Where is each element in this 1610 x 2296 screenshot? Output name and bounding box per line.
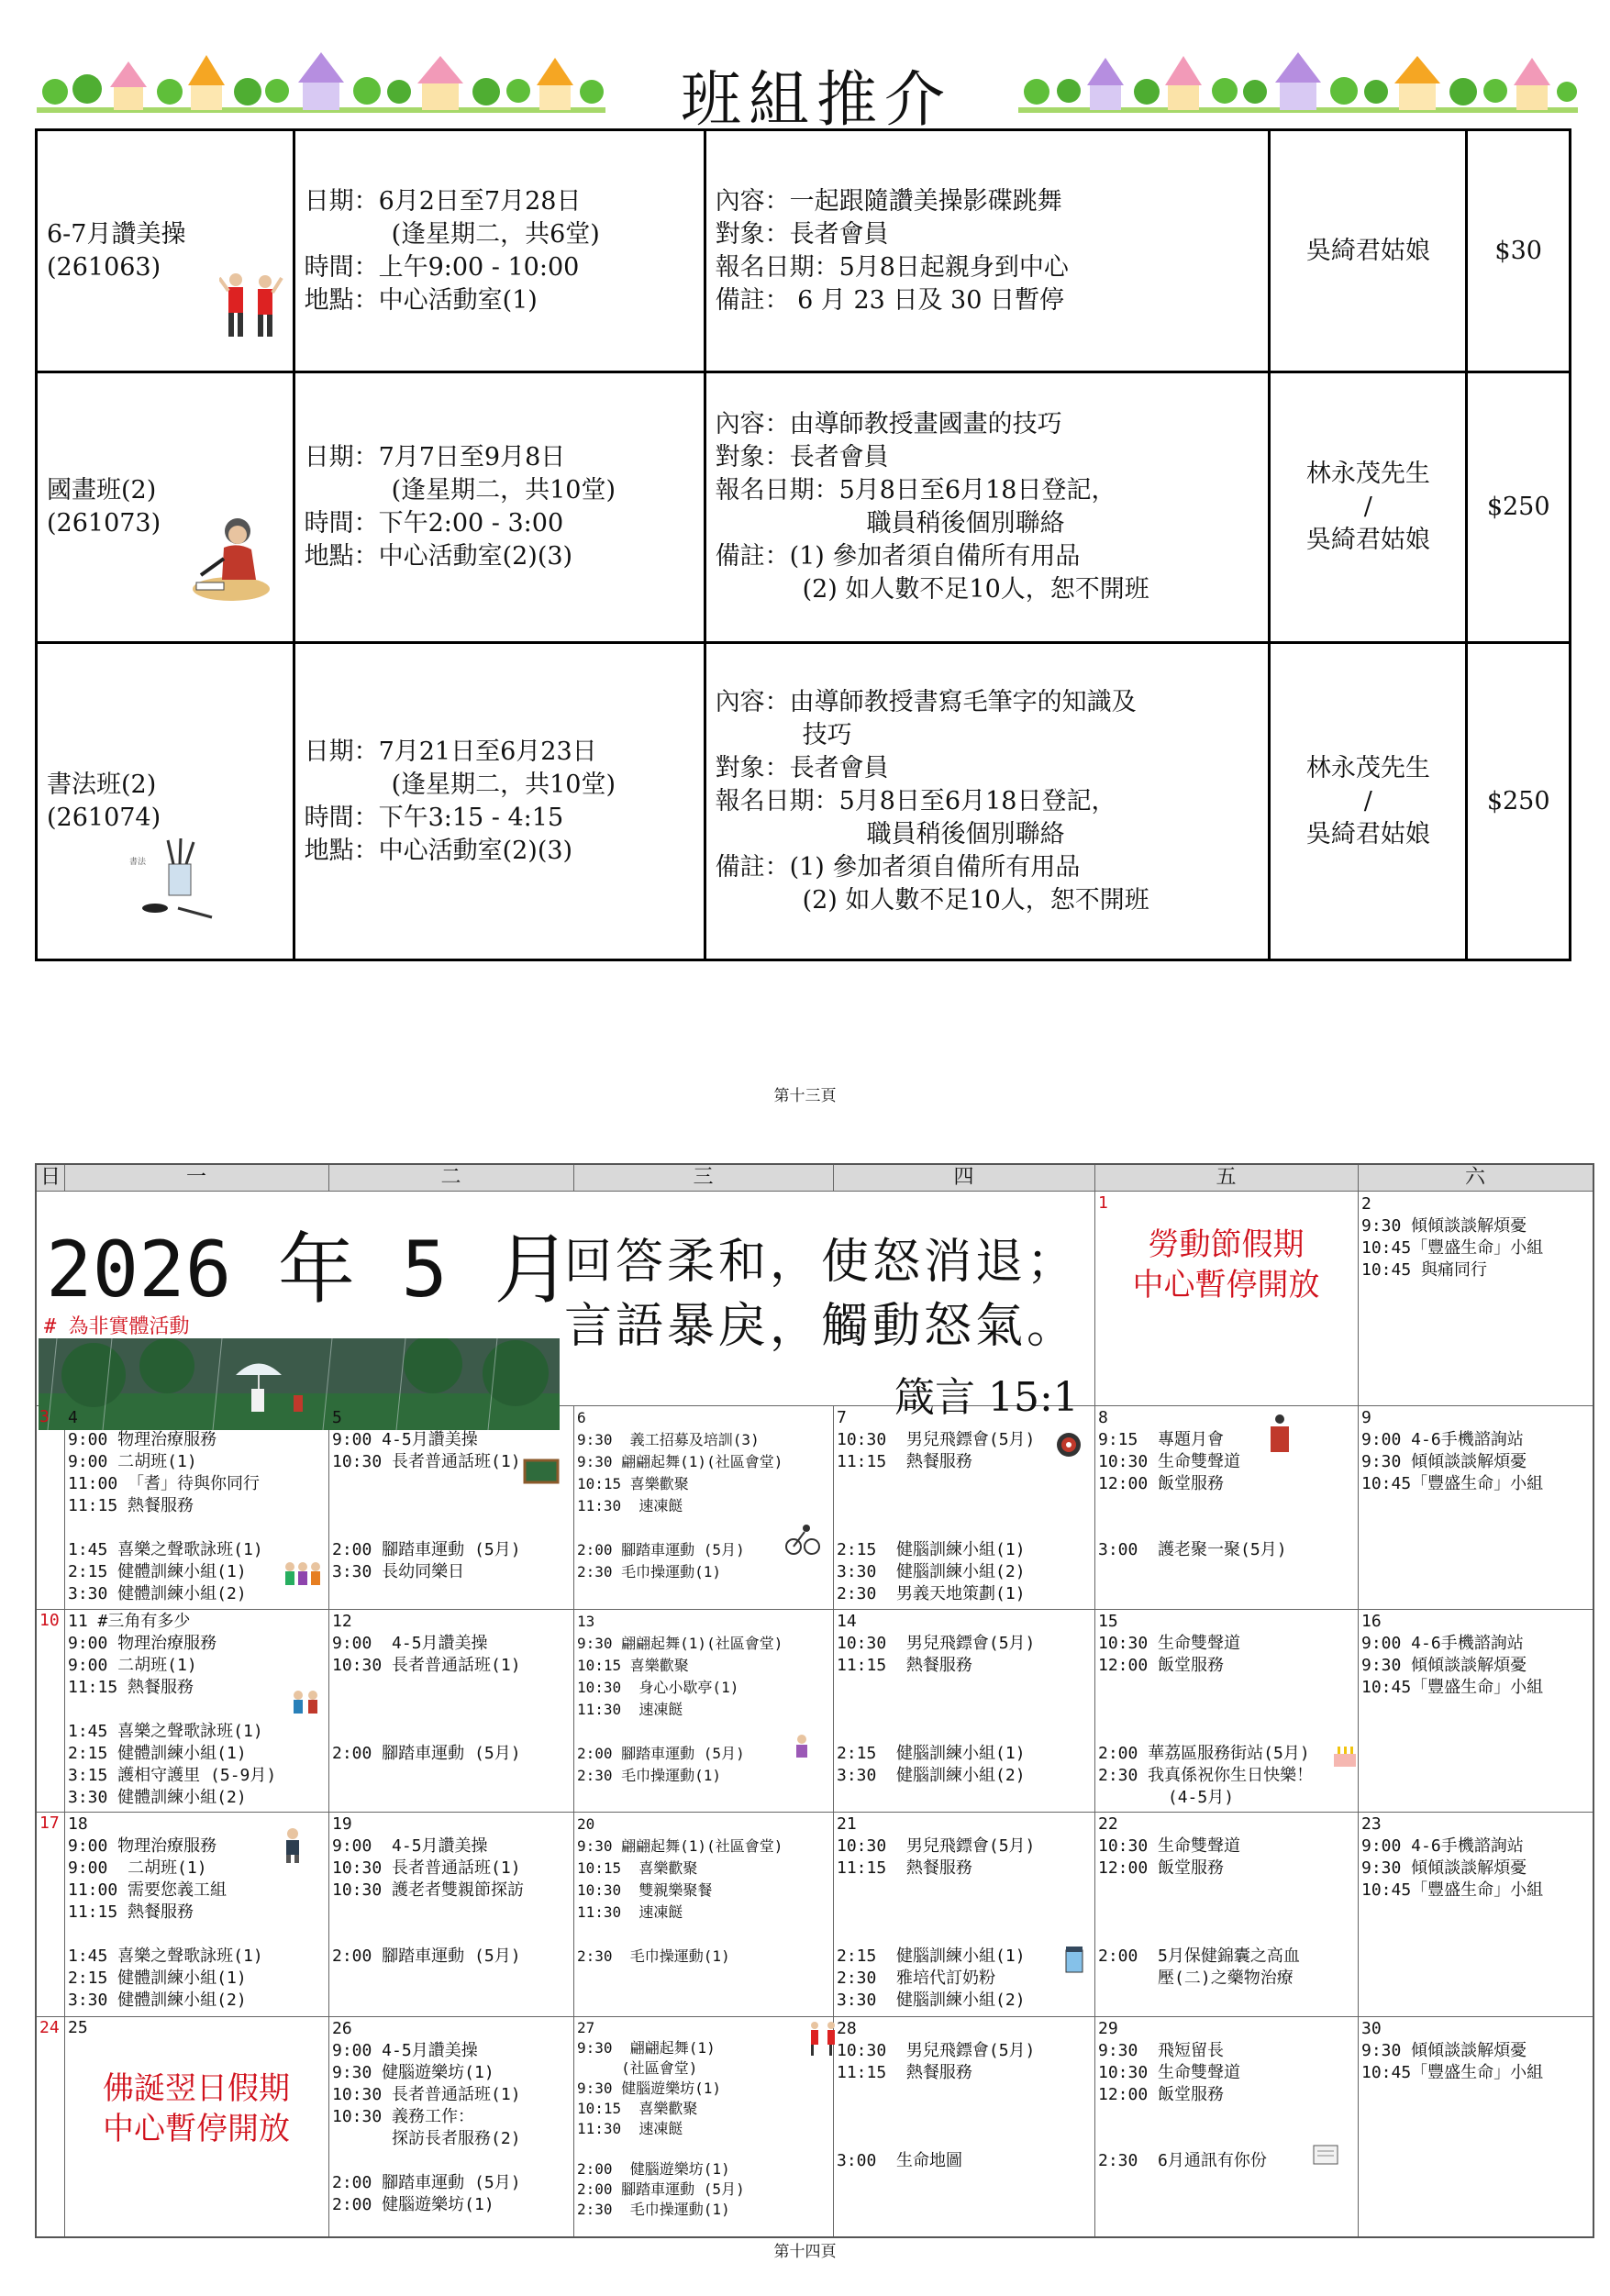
day-23: 23 9:00 4-6手機諮詢站 9:30 傾傾談談解煩憂 10:45「豐盛生命」小組: [1361, 1814, 1544, 1900]
weekday-sat: 六: [1464, 1166, 1485, 1189]
day-29: 29 9:30 飛短留長 10:30 生命雙聲道 12:00 飯堂服務 2:30 6月通訊有你份: [1098, 2019, 1267, 2170]
day-14: 14 10:30 男兒飛鏢會(5月) 11:15 熱餐服務 2:15 健腦訓練小組(1) 3:30 健腦訓練小組(2): [837, 1612, 1036, 1785]
tutor-separator: /: [1363, 493, 1372, 521]
class-remark: 備註： 6 月 23 日及 30 日暫停: [715, 285, 1064, 315]
day-15: 15 10:30 生命雙聲道 12:00 飯堂服務 2:00 華荔區服務街站(5月) 2:30 我真係祝你生日快樂！ (4-5月): [1098, 1612, 1314, 1807]
class-detail-cell: [705, 372, 1270, 643]
birthday-cake-icon: [1330, 1741, 1360, 1769]
class-tutor-2: 吳綺君姑娘: [1305, 819, 1430, 849]
class-date-note: (逢星期二，共10堂): [391, 476, 616, 505]
labour-day-holiday: [1094, 1225, 1358, 1305]
day-27: 27 9:30 翩翩起舞(1) (社區會堂) 9:30 健腦遊樂坊(1) 10:15 喜樂歡聚 11:30 速凍餸 2:00 健腦遊樂坊(1) 2:00 腳踏車運動 (5月) 2:30 毛巾操運動(1): [577, 2019, 745, 2218]
class-detail-cell: [705, 130, 1270, 372]
class-tutor: 林永茂先生: [1305, 753, 1430, 782]
dancing-elders-icon: [805, 2020, 842, 2057]
class-content: 內容：由導師教授畫國畫的技巧: [715, 410, 1062, 438]
verse-line-1: 回答柔和，使怒消退；: [564, 1235, 1079, 1290]
decorative-banner-right: [1018, 50, 1578, 124]
class-content-2: 技巧: [802, 720, 852, 749]
day-5: 5 9:00 4-5月讚美操 10:30 長者普通話班(1) 2:00 腳踏車運動 (5月) 3:30 長幼同樂日: [332, 1408, 521, 1581]
class-registration: 報名日期：5月8日至6月18日登記，: [715, 786, 1116, 815]
class-tutor: 吳綺君姑娘: [1305, 236, 1430, 265]
class-registration: 報名日期：5月8日至6月18日登記，: [715, 476, 1116, 505]
class-tutor-cell: [1270, 372, 1467, 643]
class-fee: $250: [1467, 372, 1571, 643]
class-tutor-2: 吳綺君姑娘: [1305, 526, 1430, 554]
class-date-note: (逢星期二，共6堂): [391, 219, 600, 249]
class-tutor: 林永茂先生: [1305, 460, 1430, 488]
dartboard-icon: [1055, 1431, 1083, 1459]
class-schedule-cell: [294, 643, 705, 960]
day-10: 10: [39, 1611, 60, 1630]
class-place: 地點：中心活動室(2)(3): [304, 836, 573, 865]
class-registration: 報名日期：5月8日起親身到中心: [715, 252, 1069, 282]
day-9: 9 9:00 4-6手機諮詢站 9:30 傾傾談談解煩憂 10:45「豐盛生命」小組: [1361, 1408, 1544, 1493]
towel-exercise-icon: [789, 1734, 815, 1759]
page-number-13: 第十三頁: [773, 1087, 837, 1105]
decorative-banner-left: [37, 50, 605, 124]
class-code: (261074): [47, 803, 161, 832]
class-time: 時間：上午9:00 - 10:00: [304, 252, 580, 282]
dancing-elders-icon: [219, 269, 283, 342]
weekday-wed: 三: [693, 1166, 714, 1189]
day-11: 11 #三角有多少 9:00 物理治療服務 9:00 二胡班(1) 11:15 熱餐服務 1:45 喜樂之聲歌詠班(1) 2:15 健體訓練小組(1) 3:15 護相守護里 (5-9月) 3:30 健體訓練小組(2): [68, 1612, 277, 1807]
class-schedule-cell: [294, 130, 705, 372]
class-fee: $30: [1467, 130, 1571, 372]
labour-day-text: 勞動節假期 中心暫停開放: [1132, 1226, 1320, 1303]
buddha-day-text: 佛誕翌日假期 中心暫停開放: [103, 2070, 290, 2147]
day-17: 17: [39, 1814, 60, 1833]
weekday-fri: 五: [1216, 1166, 1237, 1189]
class-content: 內容：由導師教授書寫毛筆字的知識及: [715, 687, 1137, 716]
weekday-thu: 四: [953, 1166, 974, 1189]
day-19: 19 9:00 4-5月讚美操 10:30 長者普通話班(1) 10:30 護老者雙親節探訪 2:00 腳踏車運動 (5月): [332, 1814, 525, 1966]
class-content: 內容：一起跟隨讚美操影碟跳舞: [715, 186, 1062, 216]
day-25: 25: [68, 2018, 88, 2037]
calligraphy-brush-icon: [128, 837, 219, 919]
day-2: 2 9:30 傾傾談談解煩憂 10:45「豐盛生命」小組 10:45 與痛同行: [1361, 1194, 1544, 1280]
class-date-note: (逢星期二，共10堂): [391, 770, 616, 799]
class-name: 6-7月讚美操: [47, 219, 186, 249]
page-number-14: 第十四頁: [773, 2243, 837, 2261]
tutor-separator: /: [1363, 786, 1372, 815]
class-remark: 備註：(1) 參加者須自備所有用品: [715, 542, 1081, 571]
class-row: [37, 643, 1571, 960]
elder-group-icon: [283, 1559, 324, 1587]
day-8: 8 9:15 專題月會 10:30 生命雙聲道 12:00 飯堂服務 3:00 護老聚一聚(5月): [1098, 1408, 1287, 1559]
day-21: 21 10:30 男兒飛鏢會(5月) 11:15 熱餐服務 2:15 健腦訓練小組(1) 2:30 雅培代訂奶粉 3:30 健腦訓練小組(2): [837, 1814, 1036, 2010]
painting-elder-icon: [187, 511, 274, 603]
volunteer-icon: [280, 1827, 305, 1864]
podium-icon: [1266, 1413, 1294, 1454]
class-row: [37, 130, 1571, 372]
class-registration-note: 職員稍後個別聯絡: [866, 509, 1065, 538]
class-tutor-cell: [1270, 130, 1467, 372]
day-6: 6 9:30 義工招募及培訓(3) 9:30 翩翩起舞(1)(社區會堂) 10:15 喜樂歡聚 11:30 速凍餸 2:00 腳踏車運動 (5月) 2:30 毛巾操運動(1): [577, 1409, 783, 1581]
class-code: (261073): [47, 509, 161, 538]
page-title: 班組推介: [681, 64, 952, 135]
class-name-cell: [37, 130, 294, 372]
verse-text: [564, 1230, 1078, 1359]
day-13: 13 9:30 翩翩起舞(1)(社區會堂) 10:15 喜樂歡聚 10:30 身心小歇亭(1) 11:30 速凍餸 2:00 腳踏車運動 (5月) 2:30 毛巾操運動(1): [577, 1613, 783, 1784]
class-place: 地點：中心活動室(1): [304, 285, 538, 315]
day-24: 24: [39, 2018, 60, 2037]
class-remark-2: (2) 如人數不足10人，恕不開班: [802, 885, 1149, 915]
day-16: 16 9:00 4-6手機諮詢站 9:30 傾傾談談解煩憂 10:45「豐盛生命」小組: [1361, 1612, 1544, 1697]
non-physical-note: # 為非實體活動: [44, 1315, 190, 1338]
day-20: 20 9:30 翩翩起舞(1)(社區會堂) 10:15 喜樂歡聚 10:30 雙親樂聚餐 11:30 速凍餸 2:30 毛巾操運動(1): [577, 1815, 783, 1965]
day-28: 28 10:30 男兒飛鏢會(5月) 11:15 熱餐服務 3:00 生命地圖: [837, 2019, 1036, 2170]
newsletter-icon: [1312, 2142, 1341, 2166]
class-name-cell: [37, 372, 294, 643]
class-target: 對象：長者會員: [715, 753, 889, 782]
verse-reference: 箴言 15:1: [894, 1374, 1079, 1421]
class-date: 日期：7月21日至6月23日: [304, 737, 597, 766]
day-12: 12 9:00 4-5月讚美操 10:30 長者普通話班(1) 2:00 腳踏車運動 (5月): [332, 1612, 521, 1763]
class-detail-cell: [705, 643, 1270, 960]
class-time: 時間：下午2:00 - 3:00: [304, 509, 564, 538]
class-time: 時間：下午3:15 - 4:15: [304, 803, 564, 832]
day-7: 7 10:30 男兒飛鏢會(5月) 11:15 熱餐服務 2:15 健腦訓練小組(1) 3:30 健腦訓練小組(2) 2:30 男義天地策劃(1): [837, 1408, 1036, 1603]
class-target: 對象：長者會員: [715, 443, 889, 471]
svg-text:書法: 書法: [128, 858, 146, 867]
class-date: 日期：6月2日至7月28日: [304, 186, 582, 216]
buddha-day-holiday: [64, 2069, 328, 2149]
day-26: 26 9:00 4-5月讚美操 9:30 健腦遊樂坊(1) 10:30 長者普通話班(1) 10:30 義務工作： 探訪長者服務(2) 2:00 腳踏車運動 (5月) 2:00 健腦遊樂坊(1): [332, 2019, 521, 2214]
class-schedule-cell: [294, 372, 705, 643]
class-name: 書法班(2): [47, 770, 157, 799]
class-table: [35, 128, 1571, 961]
class-remark: 備註：(1) 參加者須自備所有用品: [715, 852, 1081, 882]
class-tutor-cell: [1270, 643, 1467, 960]
class-fee: $250: [1467, 643, 1571, 960]
class-row: [37, 372, 1571, 643]
weekday-mon: 一: [185, 1166, 206, 1189]
weekday-sun: 日: [39, 1166, 61, 1189]
milk-powder-icon: [1062, 1945, 1086, 1974]
class-remark-2: (2) 如人數不足10人，恕不開班: [802, 575, 1149, 604]
calendar-may-2026: [35, 1163, 1594, 2238]
class-name-cell: [37, 643, 294, 960]
month-banner: [37, 1192, 1094, 1421]
day-30: 30 9:30 傾傾談談解煩憂 10:45「豐盛生命」小組: [1361, 2019, 1544, 2082]
class-target: 對象：長者會員: [715, 219, 889, 249]
class-registration-note: 職員稍後個別聯絡: [866, 819, 1065, 849]
month-title: 2026 年 5 月: [46, 1225, 572, 1314]
triangle-group-icon: [289, 1688, 322, 1715]
bicycle-exercise-icon: [784, 1523, 821, 1556]
class-place: 地點：中心活動室(2)(3): [304, 542, 573, 571]
class-code: (261063): [47, 252, 161, 282]
chalkboard-icon: [523, 1459, 560, 1486]
day-1: 1: [1098, 1193, 1108, 1213]
class-date: 日期：7月7日至9月8日: [304, 443, 566, 471]
day-4: 4 9:00 物理治療服務 9:00 二胡班(1) 11:00 「耆」待與你同行 11:15 熱餐服務 1:45 喜樂之聲歌詠班(1) 2:15 健體訓練小組(1) 3:30 健體訓練小組(2): [68, 1408, 263, 1603]
verse-line-2: 言語暴戾，觸動怒氣。: [564, 1299, 1079, 1354]
day-3: 3: [39, 1407, 50, 1426]
weekday-tue: 二: [440, 1166, 461, 1189]
day-22: 22 10:30 生命雙聲道 12:00 飯堂服務 2:00 5月保健錦囊之高血 壓(二)之藥物治療: [1098, 1814, 1300, 1988]
day-18: 18 9:00 物理治療服務 9:00 二胡班(1) 11:00 需要您義工組 11:15 熱餐服務 1:45 喜樂之聲歌詠班(1) 2:15 健體訓練小組(1) 3:30 健體訓練小組(2): [68, 1814, 263, 2010]
class-name: 國畫班(2): [47, 476, 157, 505]
